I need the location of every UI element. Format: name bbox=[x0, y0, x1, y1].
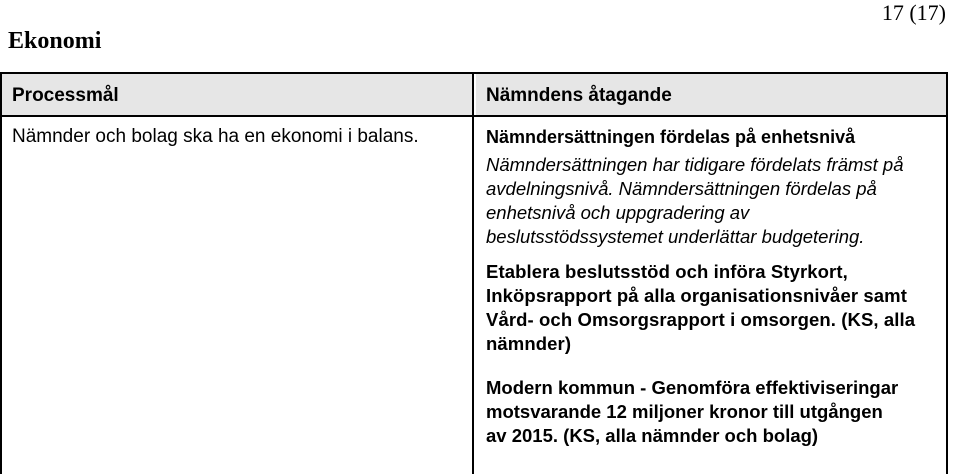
col-header-commitment: Nämndens åtagande bbox=[486, 85, 672, 106]
table-left-border bbox=[0, 72, 2, 474]
commitment-description: Nämndersättningen har tidigare fördelats främst på avdelningsnivå. Nämndersättningen fördelas på enhetsnivå och uppgradering av beslutsstödssystemet underlättar budgetering. bbox=[486, 154, 904, 247]
column-divider bbox=[472, 72, 474, 474]
page-title: Ekonomi bbox=[8, 28, 102, 54]
action-item: Modern kommun - Genomföra effektiviseringar motsvarande 12 miljoner kronor till utgången av 2015. (KS, alla nämnder och bolag) bbox=[486, 377, 899, 446]
table-right-border bbox=[946, 72, 948, 474]
page-number: 17 (17) bbox=[881, 0, 946, 25]
action-item: Etablera beslutsstöd och införa Styrkort, Inköpsrapport på alla organisationsnivåer samt Vård- och Omsorgsrapport i omsorgen. (KS, alla nämnder) bbox=[486, 261, 916, 354]
header-bottom-border bbox=[0, 115, 948, 117]
goals-table bbox=[0, 72, 948, 474]
commitment-cell bbox=[486, 125, 936, 448]
commitment-heading: Nämndersättningen fördelas på enhetsnivå bbox=[486, 127, 856, 147]
process-goal: Nämnder och bolag ska ha en ekonomi i balans. bbox=[12, 126, 419, 147]
col-header-process: Processmål bbox=[12, 85, 119, 106]
table-top-border bbox=[0, 72, 948, 74]
